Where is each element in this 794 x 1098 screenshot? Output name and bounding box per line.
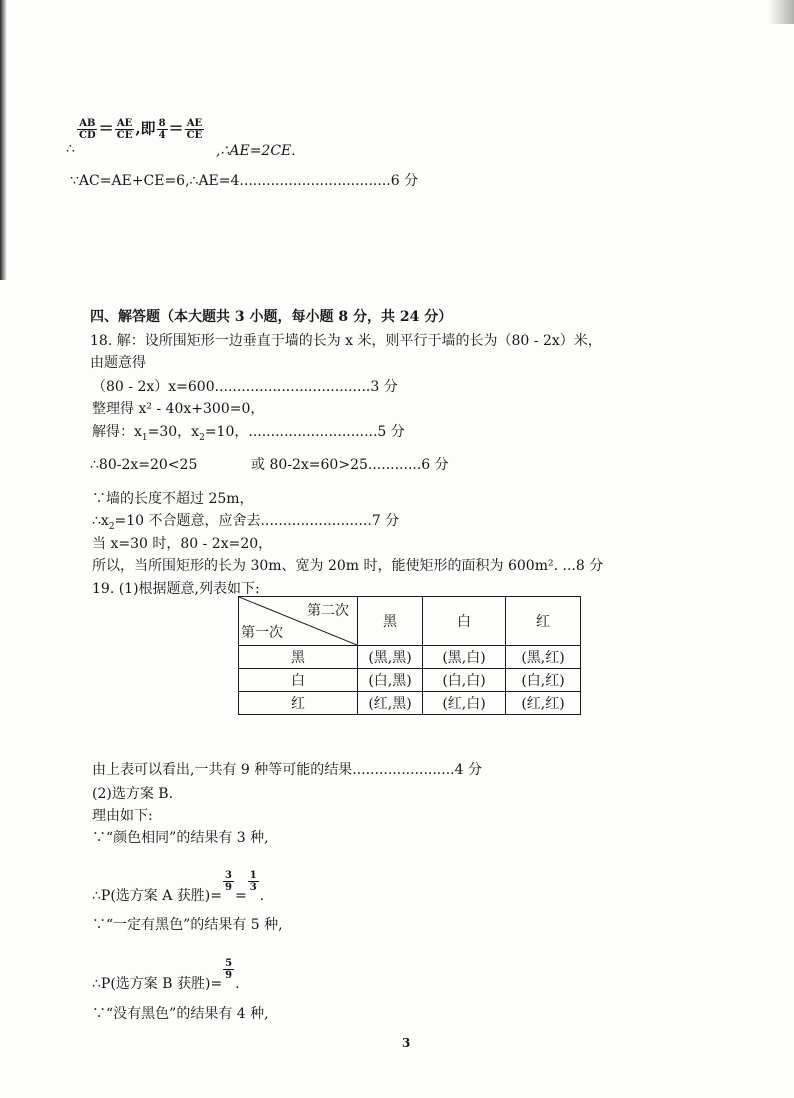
q19-line-3: (2)选方案 B. <box>92 786 174 802</box>
row-header: 白 <box>239 669 358 692</box>
outcome-table <box>238 596 581 715</box>
therefore-symbol: ∴ <box>66 141 75 157</box>
q18-line-2: 由题意得 <box>90 355 146 371</box>
q19-line-8: ∴P(选方案 B 获胜)= $\frac{5}{9}$ . <box>92 958 240 992</box>
q18-line-9: 当 x=30 时，80 - 2x=20， <box>92 536 273 552</box>
q19-line-7: ∵“一定有黑色”的结果有 5 种, <box>92 917 283 933</box>
scan-corner-shadow <box>768 0 794 24</box>
q18-line-10: 所以，当所围矩形的长为 30m、宽为 20m 时，能使矩形的面积为 600m². ...8 分 <box>92 558 604 574</box>
ae-equals-2ce: ,∴AE=2CE. <box>216 143 296 159</box>
table-cell: (黑,黑) <box>358 646 423 669</box>
q19-line-2: 由上表可以看出,一共有 9 种等可能的结果.......................4 分 <box>92 762 482 778</box>
col-header: 黑 <box>358 597 423 646</box>
table-row <box>239 646 581 669</box>
table-cell: (红,白) <box>423 692 506 715</box>
col-header: 红 <box>506 597 581 646</box>
page-number: 3 <box>402 1036 411 1050</box>
q19-line-1: 19. (1)根据题意,列表如下: <box>92 581 260 597</box>
q18-line-7: ∵墙的长度不超过 25m， <box>92 491 254 507</box>
q19-line-5: ∵“颜色相同”的结果有 3 种, <box>92 830 269 846</box>
table-cell: (白,黑) <box>358 669 423 692</box>
table-cell: (红,红) <box>506 692 581 715</box>
table-corner-cell <box>239 597 358 646</box>
q18-line-1: 18. 解：设所围矩形一边垂直于墙的长为 x 米，则平行于墙的长为（80 - 2x）米， <box>90 333 602 349</box>
fraction-1-3: $\frac{1}{3}$ <box>249 870 257 893</box>
row-header: 红 <box>239 692 358 715</box>
table-row <box>239 669 581 692</box>
table-header-row <box>239 597 581 646</box>
table-cell: (白,红) <box>506 669 581 692</box>
fraction-8-4: $\frac{8}{4}$ <box>158 118 166 141</box>
corner-label-second: 第二次 <box>307 603 349 619</box>
q18-line-3: （80 - 2x）x=600...................................3 分 <box>92 379 398 395</box>
q18-line-6b: 或 80-2x=60>25............6 分 <box>251 457 449 473</box>
col-header: 白 <box>423 597 506 646</box>
fraction-ae-ce: $\frac{AE}{CE}$ <box>116 118 133 141</box>
table-cell: (黑,红) <box>506 646 581 669</box>
q19-line-9: ∵“没有黑色”的结果有 4 种, <box>92 1006 269 1022</box>
scan-edge-shadow <box>0 0 7 280</box>
q18-line-6a: ∴80-2x=20<25 <box>90 457 198 473</box>
table-cell: (红,黑) <box>358 692 423 715</box>
q18-line-5: 解得：$x_1=30$，$x_2=10$，.............................5 分 <box>92 424 405 443</box>
ac-sum-line: ∵AC=AE+CE=6,∴AE=4..................................6 分 <box>70 173 419 189</box>
fraction-5-9: $\frac{5}{9}$ <box>225 958 233 981</box>
corner-label-first: 第一次 <box>241 625 283 641</box>
table-cell: (白,白) <box>423 669 506 692</box>
fraction-ae-ce-2: $\frac{AE}{CE}$ <box>186 118 203 141</box>
q19-line-4: 理由如下: <box>92 808 153 824</box>
q18-line-4: 整理得 x² - 40x+300=0， <box>92 401 265 417</box>
section-heading: 四、解答题（本大题共 3 小题，每小题 8 分，共 24 分） <box>90 309 453 325</box>
fraction-3-9: $\frac{3}{9}$ <box>225 870 232 893</box>
q19-line-6: ∴P(选方案 A 获胜)= $\frac{3}{9}$ = $\frac{1}{3}$ . <box>92 870 265 904</box>
q18-line-8: $\therefore x_2=10$ 不合题意，应舍去.........................7 分 <box>92 513 400 532</box>
table-row <box>239 692 581 715</box>
table-cell: (黑,白) <box>423 646 506 669</box>
fraction-ab-cd: $\frac{AB}{CD}$ <box>79 118 96 141</box>
row-header: 黑 <box>239 646 358 669</box>
